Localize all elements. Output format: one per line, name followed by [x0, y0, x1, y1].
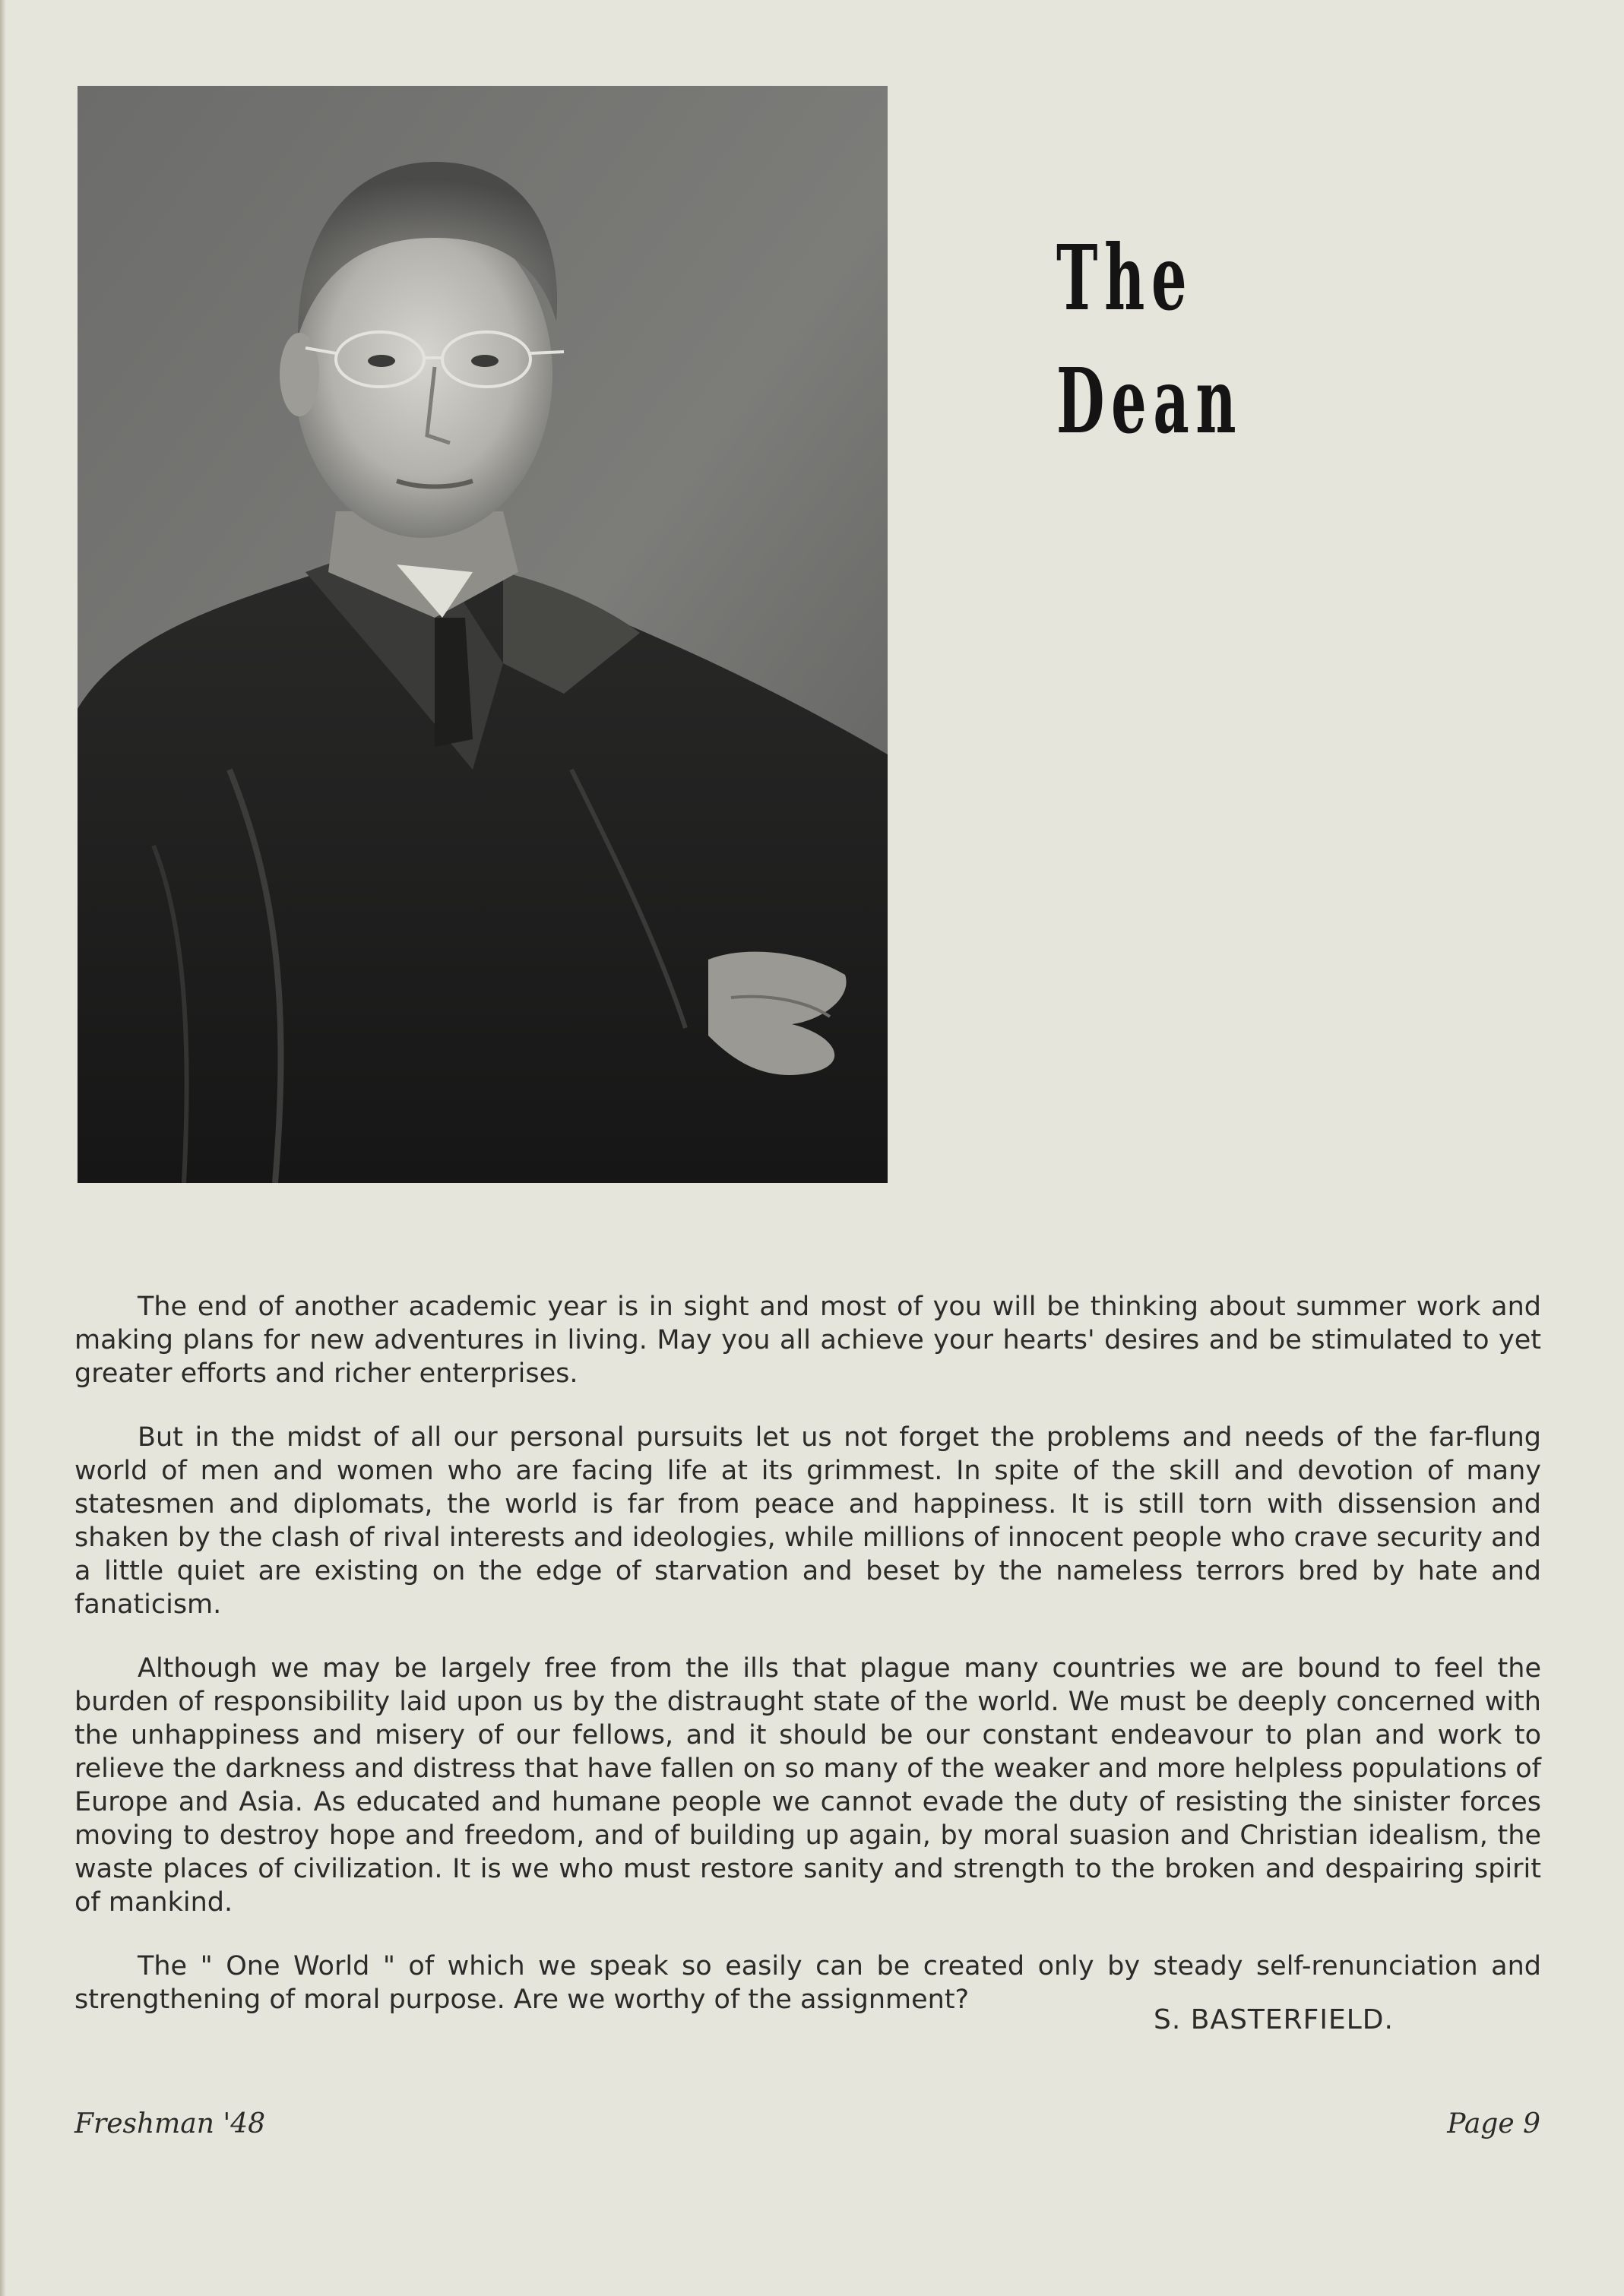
page-edge: [0, 0, 6, 2296]
footer-publication: Freshman '48: [74, 2108, 266, 2139]
paragraph: The " One World " of which we speak so easily can be created only by steady self-renunciation and strengthening of moral purpose. Are we worthy of the assignment?: [74, 1951, 1541, 2015]
heading-line-2: Dean: [1056, 348, 1243, 454]
page-heading: [1056, 217, 1243, 463]
paragraph: Although we may be largely free from the ills that plague many countries we are bound to feel the burden of responsibility laid upon us by the distraught state of the world. We must be deeply concerned with the unhappiness and misery of our fellows, and it should be our constant endeavour to plan and work to relieve the darkness and distress that have fallen on so many of the weaker and more helpless populations of Europe and Asia. As educated and humane people we cannot evade the duty of resisting the sinister forces moving to destroy hope and freedom, and of building up again, by moral suasion and Christian idealism, the waste places of civilization. It is we who must restore sanity and strength to the broken and despairing spirit of mankind.: [74, 1653, 1541, 1918]
footer-page-number: Page 9: [1447, 2108, 1540, 2139]
signature: S. BASTERFIELD.: [1154, 2004, 1394, 2035]
paragraph: But in the midst of all our personal pursuits let us not forget the problems and needs of the far-flung world of men and women who are facing life at its grimmest. In spite of the skill and devotion of many statesmen and diplomats, the world is far from peace and happiness. It is still torn with dissension and shaken by the clash of rival interests and ideologies, while millions of innocent people who crave security and a little quiet are existing on the edge of starvation and beset by the nameless terrors bred by hate and fanaticism.: [74, 1422, 1541, 1620]
letter-body: [74, 1290, 1541, 2047]
paragraph: The end of another academic year is in sight and most of you will be thinking about summer work and making plans for new adventures in living. May you all achieve your hearts' desires and be stimulated to yet greater efforts and richer enterprises.: [74, 1292, 1541, 1389]
portrait-photo: [78, 86, 888, 1183]
heading-line-1: The: [1056, 225, 1194, 330]
